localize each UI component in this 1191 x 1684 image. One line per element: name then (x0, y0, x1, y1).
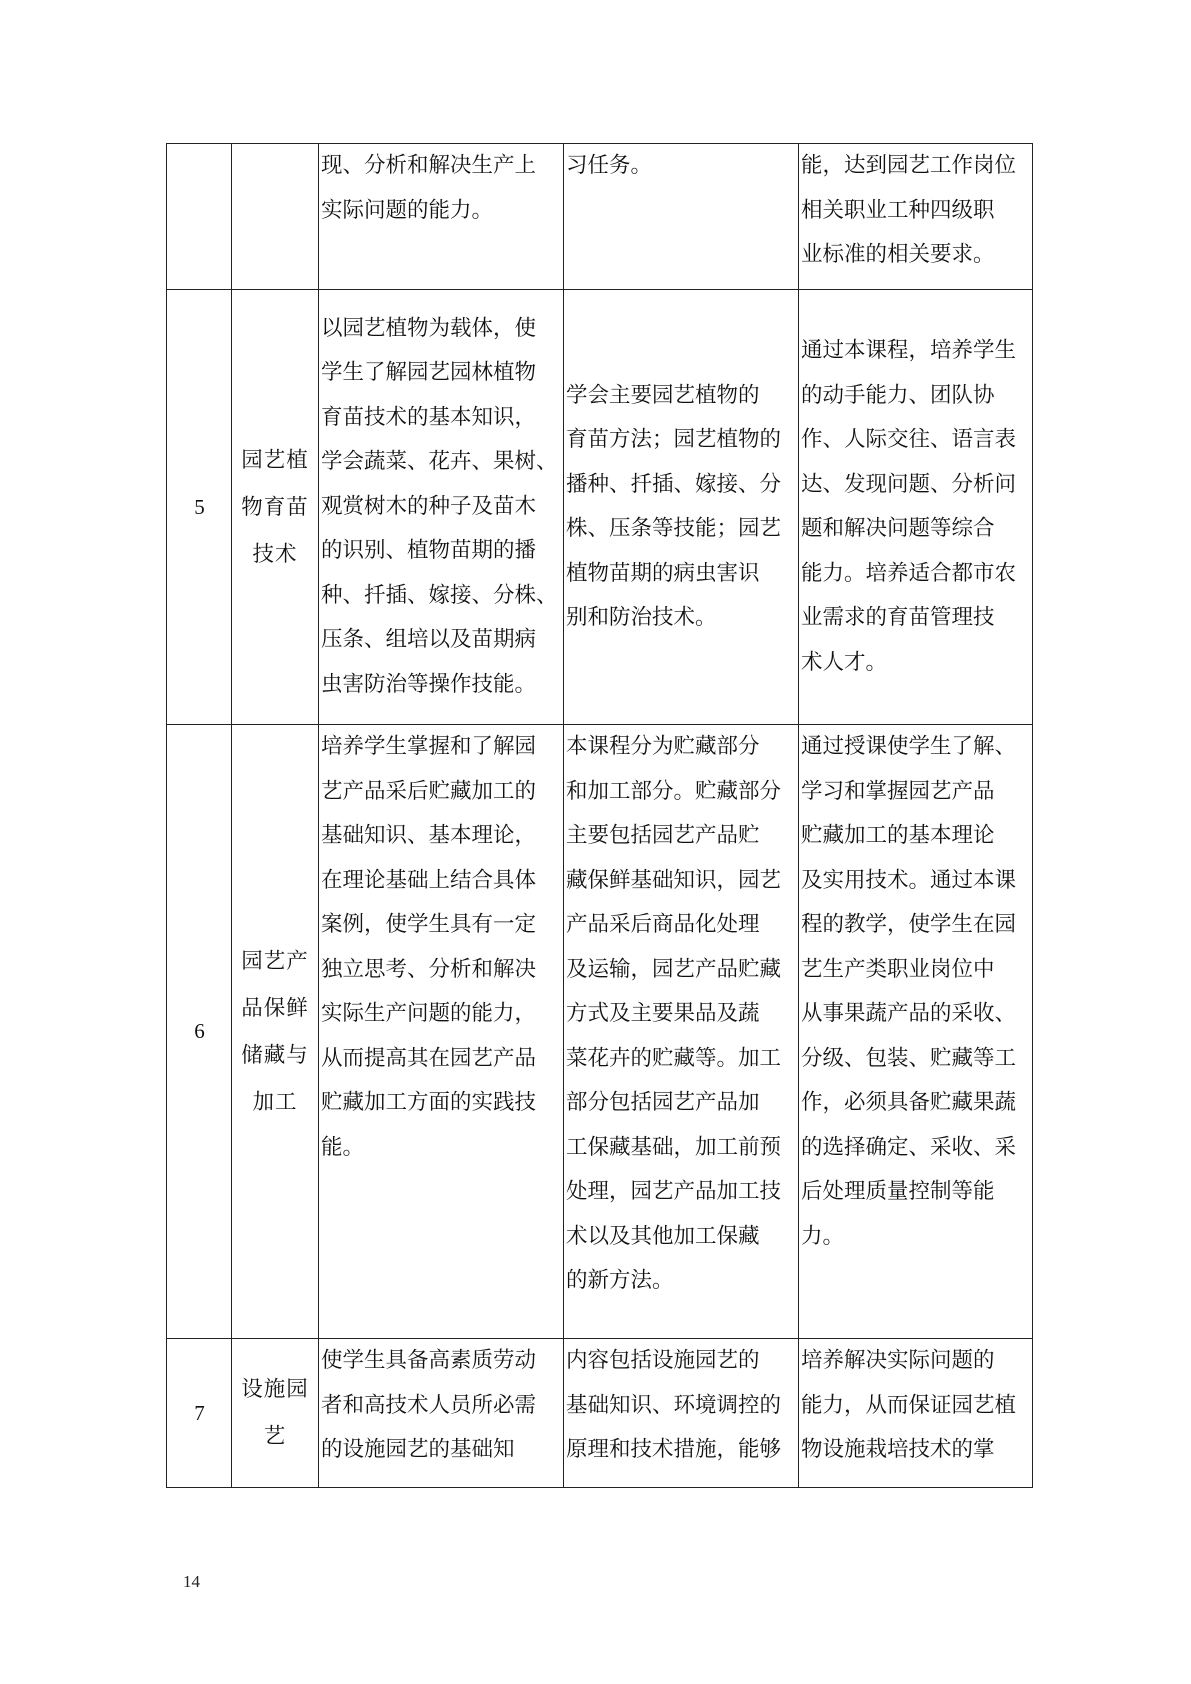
course-objective-cell: 使学生具备高素质劳动 者和高技术人员所必需 的设施园艺的基础知 (319, 1339, 564, 1488)
course-content-cell: 习任务。 (564, 144, 799, 290)
course-objective-cell: 以园艺植物为载体，使 学生了解园艺园林植物 育苗技术的基本知识， 学会蔬菜、花卉、果树、 观赏树木的种子及苗木 的识别、植物苗期的播 种、扦插、嫁接、分株、 压条、组培以及苗期病 虫害防治等操作技能。 (319, 290, 564, 725)
page-number: 14 (183, 1572, 200, 1591)
course-name-cell: 园艺产 品保鲜 储藏与 加工 (232, 725, 319, 1339)
course-number-cell (167, 144, 232, 290)
course-number-cell: 5 (167, 290, 232, 725)
table-row (167, 725, 1033, 1339)
course-content-cell: 学会主要园艺植物的 育苗方法；园艺植物的 播种、扦插、嫁接、分 株、压条等技能；园艺 植物苗期的病虫害识 别和防治技术。 (564, 290, 799, 725)
course-table (166, 143, 1033, 1488)
course-objective-cell: 现、分析和解决生产上 实际问题的能力。 (319, 144, 564, 290)
table-row (167, 290, 1033, 725)
course-content-cell: 本课程分为贮藏部分 和加工部分。贮藏部分 主要包括园艺产品贮 藏保鲜基础知识，园艺 产品采后商品化处理 及运输，园艺产品贮藏 方式及主要果品及蔬 菜花卉的贮藏等。加工 部分包括园艺产品加 工保藏基础，加工前预 处理，园艺产品加工技 术以及其他加工保藏 的新方法。 (564, 725, 799, 1339)
table-row (167, 144, 1033, 290)
course-number-cell: 6 (167, 725, 232, 1339)
course-name-cell: 园艺植 物育苗 技术 (232, 290, 319, 725)
course-requirement-cell: 能，达到园艺工作岗位 相关职业工种四级职 业标准的相关要求。 (799, 144, 1033, 290)
course-requirement-cell: 培养解决实际问题的 能力，从而保证园艺植 物设施栽培技术的掌 (799, 1339, 1033, 1488)
course-requirement-cell: 通过授课使学生了解、 学习和掌握园艺产品 贮藏加工的基本理论 及实用技术。通过本课 程的教学，使学生在园 艺生产类职业岗位中 从事果蔬产品的采收、 分级、包装、贮藏等工 作，必须具备贮藏果蔬 的选择确定、采收、采 后处理质量控制等能 力。 (799, 725, 1033, 1339)
course-name-cell: 设施园 艺 (232, 1339, 319, 1488)
course-requirement-cell: 通过本课程，培养学生 的动手能力、团队协 作、人际交往、语言表 达、发现问题、分析问 题和解决问题等综合 能力。培养适合都市农 业需求的育苗管理技 术人才。 (799, 290, 1033, 725)
course-number-cell: 7 (167, 1339, 232, 1488)
table-row (167, 1339, 1033, 1488)
course-name-cell (232, 144, 319, 290)
course-content-cell: 内容包括设施园艺的 基础知识、环境调控的 原理和技术措施，能够 (564, 1339, 799, 1488)
course-objective-cell: 培养学生掌握和了解园 艺产品采后贮藏加工的 基础知识、基本理论， 在理论基础上结合具体 案例，使学生具有一定 独立思考、分析和解决 实际生产问题的能力， 从而提高其在园艺产品 贮藏加工方面的实践技 能。 (319, 725, 564, 1339)
